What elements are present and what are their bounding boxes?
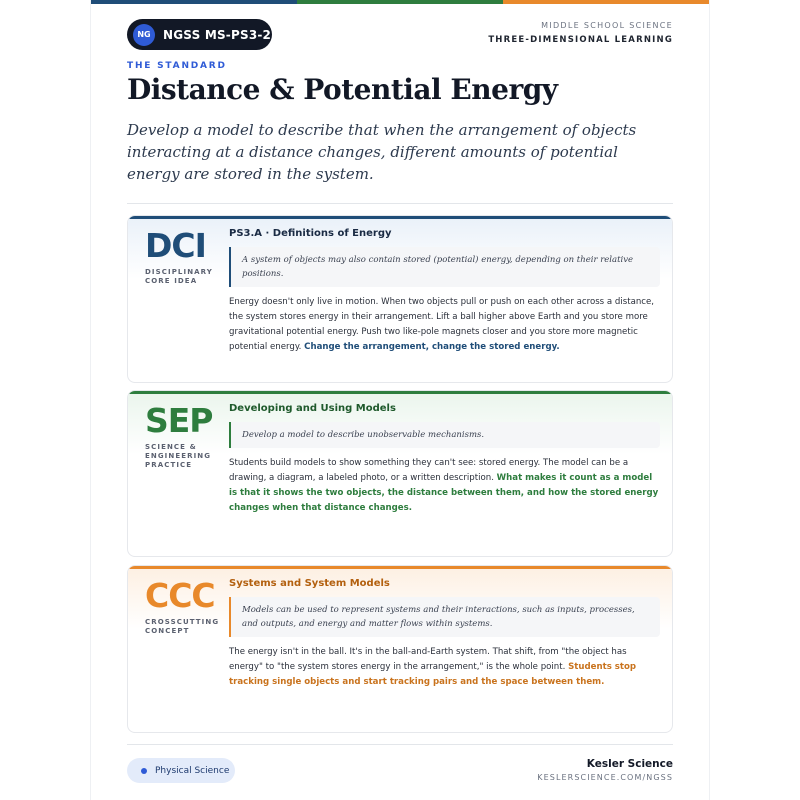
sep-emphasis: What makes it count as a model is that it shows the two objects, the distance between them, and how the stored energy changes when that distance changes.	[229, 473, 659, 513]
sep-quote: Develop a model to describe unobservable mechanisms.	[229, 422, 660, 448]
ngss-badge	[127, 19, 272, 50]
divider	[127, 203, 673, 204]
sep-heading: Developing and Using Models	[229, 403, 396, 414]
ngss-logo-icon: NG	[133, 24, 155, 46]
standard-code: NGSS MS-PS3-2	[163, 27, 272, 42]
sep-body	[229, 456, 660, 516]
sep-tag	[145, 401, 230, 470]
ccc-body	[229, 645, 660, 690]
sep-content	[229, 401, 660, 516]
brand-block	[537, 758, 673, 782]
dci-card	[127, 215, 673, 383]
dci-body	[229, 295, 660, 355]
bullet-dot-icon	[141, 768, 147, 774]
dci-body-text: Energy doesn't only live in motion. When two objects pull or push on each other across a distance, the system stores energy in their arrangement. Lift a ball higher above Earth and you store more gravitational potential energy. Push two like-pole magnets closer and you store more magnetic potential energy.	[229, 297, 655, 352]
header-meta	[488, 21, 673, 45]
meta-line-1: MIDDLE SCHOOL SCIENCE	[541, 21, 673, 30]
ccc-emphasis: Students stop tracking single objects and start tracking pairs and the space between them.	[229, 662, 637, 687]
ccc-tag	[145, 576, 230, 636]
ccc-quote: Models can be used to represent systems and their interactions, such as inputs, processes, and outputs, and energy and matter flows within systems.	[229, 597, 660, 637]
sep-body-text: Students build models to show something they can't see: stored energy. The model can be a drawing, a diagram, a labeled photo, or a written description.	[229, 458, 629, 483]
subject-label: Physical Science	[155, 765, 230, 776]
sep-sub-3: PRACTICE	[145, 461, 193, 469]
standard-statement: Develop a model to describe that when the arrangement of objects interacting at a distance changes, different amounts of potential energy are stored in the system.	[127, 121, 637, 183]
brand-url[interactable]: KESLERSCIENCE.COM/NGSS	[537, 773, 673, 782]
subject-pill[interactable]	[127, 758, 235, 783]
dci-sub-1: DISCIPLINARY	[145, 268, 213, 276]
ccc-heading: Systems and System Models	[229, 578, 390, 589]
dci-tag	[145, 226, 230, 286]
standard-sheet	[91, 0, 709, 800]
ccc-content	[229, 576, 660, 690]
dci-heading: PS3.A · Definitions of Energy	[229, 228, 392, 239]
brand-name: Kesler Science	[586, 758, 673, 770]
dci-sub-2: CORE IDEA	[145, 277, 198, 285]
ccc-card	[127, 565, 673, 733]
sep-card	[127, 390, 673, 557]
footer-divider	[127, 744, 673, 745]
page-title: Distance & Potential Energy	[127, 73, 558, 106]
sep-abbr: SEP	[145, 401, 213, 440]
sep-sub-1: SCIENCE &	[145, 443, 197, 451]
meta-line-2: THREE-DIMENSIONAL LEARNING	[488, 35, 673, 45]
section-eyebrow: THE STANDARD	[127, 61, 227, 71]
dci-emphasis: Change the arrangement, change the stored energy.	[304, 342, 560, 352]
dci-content	[229, 226, 660, 355]
dci-abbr: DCI	[145, 226, 206, 265]
ccc-abbr: CCC	[145, 576, 215, 615]
dci-quote: A system of objects may also contain stored (potential) energy, depending on their relative positions.	[229, 247, 660, 287]
ccc-sub-2: CONCEPT	[145, 627, 190, 635]
sep-sub-2: ENGINEERING	[145, 452, 212, 460]
ccc-sub-1: CROSSCUTTING	[145, 618, 220, 626]
ccc-body-text: The energy isn't in the ball. It's in the ball-and-Earth system. That shift, from "the object has energy" to "the system stores energy in the arrangement," is the whole point.	[229, 647, 627, 672]
